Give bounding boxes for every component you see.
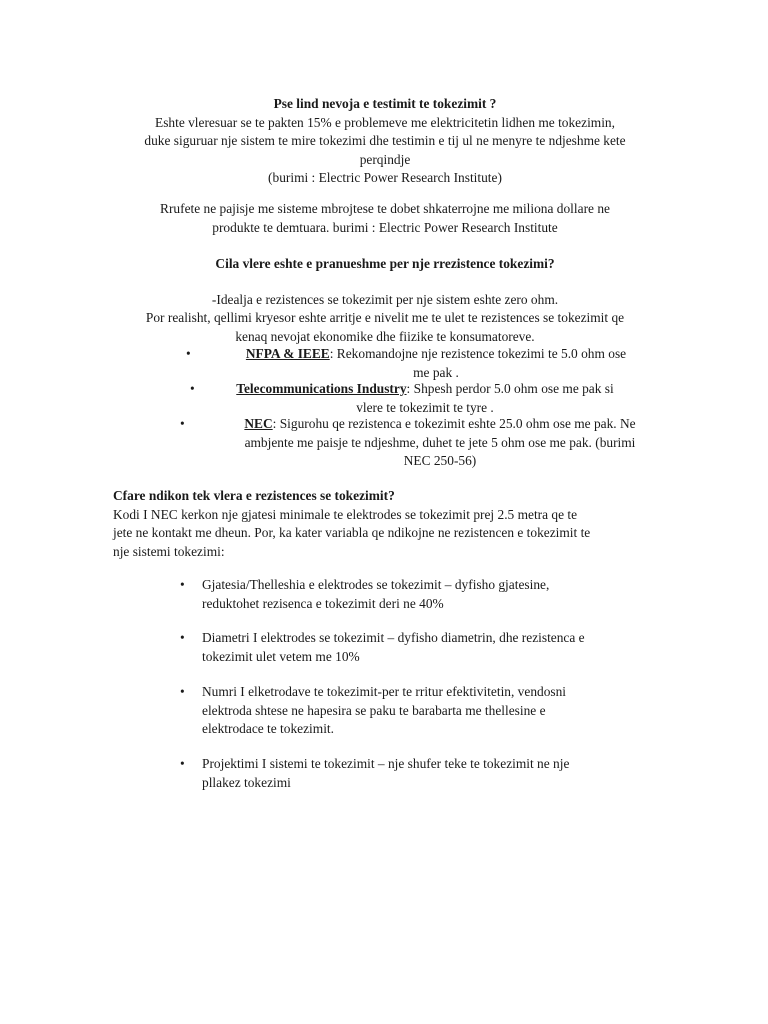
list-item-text: Numri I elketrodave te tokezimit-per te rritur efektivitetin, vendosni	[202, 684, 567, 699]
term-separator: :	[329, 346, 334, 361]
paragraph-line: jete ne kontakt me dheun. Por, ka kater variabla qe ndikojne ne rezistencen e tokezimit te	[113, 525, 591, 541]
paragraph-line: nje sistemi tokezimi:	[113, 543, 225, 559]
bullet-dot: •	[186, 346, 191, 361]
heading-acceptable-value: Cila vlere eshte e pranueshme per nje rrezistence tokezimi?	[215, 256, 555, 271]
source-citation: (burimi : Electric Power Research Institute)	[268, 170, 502, 186]
paragraph-line: perqindje	[359, 151, 411, 167]
section-why-testing	[100, 95, 670, 188]
list-item-text: elektrodace te tokezimit.	[202, 721, 334, 737]
bullet-dot: •	[180, 577, 185, 592]
list-item-text: Projektimi I sistemi te tokezimit – nje shufer teke te tokezimit ne nje	[202, 756, 570, 771]
bullet-text: NEC 250-56)	[403, 453, 477, 469]
list-item-diameter	[180, 629, 650, 666]
section-factors	[113, 487, 673, 561]
section-lightning	[100, 200, 670, 237]
bullet-text: ambjente me paisje te ndjeshme, duhet te jete 5 ohm ose me pak. (burimi	[244, 434, 636, 450]
paragraph-line: produkte te demtuara. burimi : Electric Power Research Institute	[212, 219, 558, 235]
paragraph-line: -Idealja e rezistences se tokezimit per nje sistem eshte zero ohm.	[211, 291, 559, 307]
bullet-dot: •	[190, 381, 195, 396]
list-item-text: pllakez tokezimi	[202, 774, 291, 790]
heading-why-testing: Pse lind nevoja e testimit te tokezimit ?	[273, 96, 497, 111]
list-item-text: elektroda shtese ne hapesira se paku te barabarta me thellesine e	[202, 702, 546, 718]
list-item-text: Diametri I elektrodes se tokezimit – dyfisho diametrin, dhe rezistenca e	[202, 630, 585, 645]
paragraph-line: duke siguruar nje sistem te mire tokezimi dhe testimin e tij ul ne menyre te ndjeshme kete	[144, 133, 626, 149]
list-item-design	[180, 755, 650, 792]
bullet-nfpa-ieee	[186, 345, 656, 382]
bullet-dot: •	[180, 630, 185, 645]
section-acceptable-value	[100, 255, 670, 346]
list-item-depth	[180, 576, 650, 613]
paragraph-line: Eshte vleresuar se te pakten 15% e problemeve me elektricitetin lidhen me tokezimin,	[155, 114, 615, 130]
list-item-text: tokezimit ulet vetem me 10%	[202, 648, 360, 664]
term-nfpa-ieee: NFPA & IEEE	[245, 346, 330, 361]
bullet-dot: •	[180, 416, 185, 431]
bullet-dot: •	[180, 684, 185, 699]
paragraph-line: Rrufete ne pajisje me sisteme mbrojtese te dobet shkaterrojne me miliona dollare ne	[160, 201, 610, 216]
term-telecom-industry: Telecommunications Industry	[236, 381, 407, 396]
list-item-text: Gjatesia/Thelleshia e elektrodes se tokezimit – dyfisho gjatesine,	[202, 577, 550, 592]
bullet-telecom	[190, 380, 630, 417]
bullet-nec	[180, 415, 670, 471]
bullet-text: Shpesh perdor 5.0 ohm ose me pak si	[410, 381, 614, 396]
bullet-text: me pak .	[413, 364, 459, 380]
bullet-text: Rekomandojne nje rezistence tokezimi te 5.0 ohm ose	[333, 346, 627, 361]
list-item-text: reduktohet rezisenca e tokezimit deri ne 40%	[202, 595, 444, 611]
paragraph-line: kenaq nevojat ekonomike dhe fiizike te konsumatoreve.	[235, 328, 535, 344]
bullet-dot: •	[180, 756, 185, 771]
list-item-number	[180, 683, 650, 739]
heading-factors: Cfare ndikon tek vlera e rezistences se tokezimit?	[113, 488, 395, 503]
term-separator: :	[272, 416, 277, 431]
term-separator: :	[406, 381, 411, 396]
bullet-text: vlere te tokezimit te tyre .	[356, 399, 494, 415]
paragraph-line: Kodi I NEC kerkon nje gjatesi minimale te elektrodes se tokezimit prej 2.5 metra qe te	[113, 506, 578, 522]
paragraph-line: Por realisht, qellimi kryesor eshte arritje e nivelit me te ulet te rezistences se tokezimit qe	[145, 310, 625, 326]
term-nec: NEC	[244, 416, 273, 431]
bullet-text: Sigurohu qe rezistenca e tokezimit eshte 25.0 ohm ose me pak. Ne	[276, 416, 636, 431]
